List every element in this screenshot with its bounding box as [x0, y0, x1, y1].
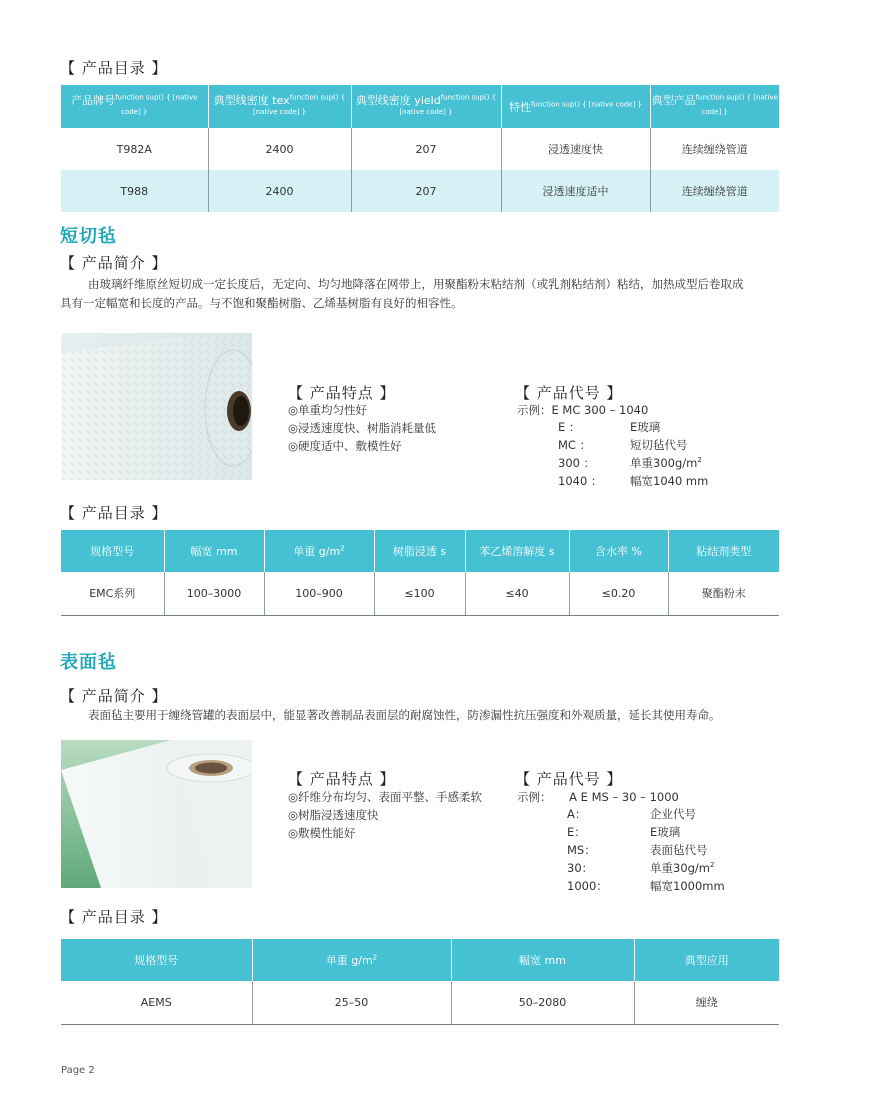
table-cell: ≤100: [374, 572, 465, 615]
table-cell: AEMS: [61, 981, 252, 1024]
table-cell: 浸透速度适中: [501, 170, 650, 212]
code-value: E玻璃: [630, 420, 661, 434]
column-header: 树脂浸透 s: [374, 530, 465, 572]
table-cell: 聚酯粉末: [668, 572, 779, 615]
column-header: 规格型号: [61, 939, 252, 981]
column-header: 典型产品$^{function sup() \{ [native code] \}}$: [650, 85, 779, 128]
table-row: [61, 170, 779, 212]
surface-intro-heading: 【 产品简介 】: [60, 687, 168, 705]
table-cell: 50–2080: [451, 981, 634, 1024]
code-value: 表面毡代号: [650, 843, 708, 857]
table-cell: T982A: [61, 128, 208, 170]
feature-item: ◎单重均匀性好: [288, 403, 368, 417]
table-cell: 207: [351, 170, 501, 212]
table-cell: EMC系列: [61, 572, 164, 615]
column-header: 单重 $g/m^2$: [264, 530, 374, 572]
code-key: E：: [567, 825, 586, 839]
code-value: 幅宽1000mm: [650, 879, 725, 893]
code-row: [558, 437, 688, 453]
surface-catalog-table: [61, 939, 779, 1025]
code-key: 1000：: [567, 879, 608, 893]
chopped-intro-heading: 【 产品简介 】: [60, 254, 168, 272]
column-header: 产品牌号$^{function sup() \{ [native code] \}}$: [61, 85, 208, 128]
code-key: A：: [567, 807, 587, 821]
table-cell: 缠绕: [634, 981, 779, 1024]
surface-mat-photo: [61, 740, 252, 888]
chopped-code-example: [517, 402, 648, 418]
chopped-mat-title: 短切毡: [60, 226, 117, 247]
code-row: [567, 878, 725, 894]
chopped-mat-photo: [61, 333, 252, 480]
surface-code-heading: 【 产品代号 】: [515, 770, 623, 788]
surface-mat-title: 表面毡: [60, 652, 117, 673]
table-cell: 207: [351, 128, 501, 170]
column-header: 粘结剂类型: [668, 530, 779, 572]
table-cell: ≤0.20: [569, 572, 668, 615]
table-row: [61, 572, 779, 615]
column-header: 苯乙烯溶解度 s: [465, 530, 569, 572]
chopped-catalog-heading: 【 产品目录 】: [60, 504, 168, 522]
feature-item: ◎浸透速度快、树脂消耗量低: [288, 421, 437, 435]
column-header: 幅宽 mm: [164, 530, 264, 572]
feature-item: ◎纤维分布均匀、表面平整、手感柔软: [288, 790, 483, 804]
code-value: 单重30g/m: [650, 861, 711, 875]
surface-catalog-heading: 【 产品目录 】: [60, 908, 168, 926]
code-row: [567, 842, 708, 858]
chopped-code-heading: 【 产品代号 】: [515, 384, 623, 402]
surface-code-example: [517, 789, 679, 805]
table-cell: 2400: [208, 170, 351, 212]
code-value: 单重300g/m: [630, 456, 698, 470]
code-key: MS：: [567, 843, 596, 857]
surface-code-example-value: A E MS – 30 – 1000: [569, 790, 679, 804]
table-row: [61, 128, 779, 170]
chopped-catalog-table: [61, 530, 779, 616]
table-cell: 连续缠绕管道: [650, 170, 779, 212]
code-row: [567, 824, 680, 840]
code-row: 300 ： 单重$300g/m^2$: [558, 456, 702, 470]
column-header: 幅宽 mm: [451, 939, 634, 981]
table-cell: 连续缠绕管道: [681, 143, 748, 156]
surface-features-list: [288, 788, 482, 842]
column-header: 特性$^{function sup() \{ [native code] \}}$: [501, 85, 650, 128]
code-row: [567, 806, 696, 822]
feature-item: ◎敷模性能好: [288, 826, 356, 840]
chopped-code-example-value: E MC 300 – 1040: [551, 403, 649, 417]
code-key: MC ：: [558, 438, 592, 452]
chopped-intro-line-1: 由玻璃纤维原丝短切成一定长度后，无定向、均匀地降落在网带上，用聚酯粉末粘结剂（或乳剂粘结剂）粘结，加热成型后卷取成: [88, 277, 744, 291]
code-key: 300 ：: [558, 456, 596, 470]
table-row: [61, 981, 779, 1024]
column-header: 单重 $g/m^2$: [252, 939, 451, 981]
surface-code-example-label: 示例：: [517, 790, 552, 804]
code-row: [558, 419, 660, 435]
column-header: 典型线密度 yield$^{function sup() \{ [native code] \}}$: [351, 85, 501, 128]
feature-item: ◎硬度适中、敷模性好: [288, 439, 402, 453]
catalog-heading-1: 【 产品目录 】: [60, 59, 168, 77]
column-header: 规格型号: [61, 530, 164, 572]
feature-item: ◎树脂浸透速度快: [288, 808, 379, 822]
chopped-intro-line-2: 具有一定幅宽和长度的产品。与不饱和聚酯树脂、乙烯基树脂有良好的相容性。: [60, 296, 463, 310]
table-cell: 2400: [208, 128, 351, 170]
column-header: 含水率 %: [569, 530, 668, 572]
code-key: E ：: [558, 420, 581, 434]
table-cell: T988: [61, 170, 208, 212]
chopped-code-example-label: 示例：: [517, 403, 552, 417]
table-cell: 100–900: [264, 572, 374, 615]
column-header: 典型线密度 tex$^{function sup() \{ [native code] \}}$: [208, 85, 351, 128]
surface-features-heading: 【 产品特点 】: [288, 770, 396, 788]
code-value: 短切毡代号: [630, 438, 688, 452]
page-number: Page 2: [61, 1065, 95, 1076]
chopped-features-list: [288, 401, 436, 455]
code-key: 30：: [567, 861, 594, 875]
chopped-features-heading: 【 产品特点 】: [288, 384, 396, 402]
code-value: 幅宽1040 mm: [630, 474, 709, 488]
code-row: 30： 单重$30g/m^2$: [567, 861, 715, 875]
table-cell: ≤40: [465, 572, 569, 615]
code-value: E玻璃: [650, 825, 681, 839]
table-cell: 25–50: [252, 981, 451, 1024]
column-header: 典型应用: [634, 939, 779, 981]
code-key: 1040 ：: [558, 474, 603, 488]
code-row: [558, 473, 708, 489]
surface-intro-line-1: 表面毡主要用于缠绕管罐的表面层中，能显著改善制品表面层的耐腐蚀性，防渗漏性抗压强度和外观质量，延长其使用寿命。: [88, 708, 721, 722]
code-value: 企业代号: [650, 807, 696, 821]
product-catalog-table-1: [61, 85, 779, 212]
table-cell: 浸透速度快: [501, 128, 650, 170]
table-cell: 100–3000: [164, 572, 264, 615]
